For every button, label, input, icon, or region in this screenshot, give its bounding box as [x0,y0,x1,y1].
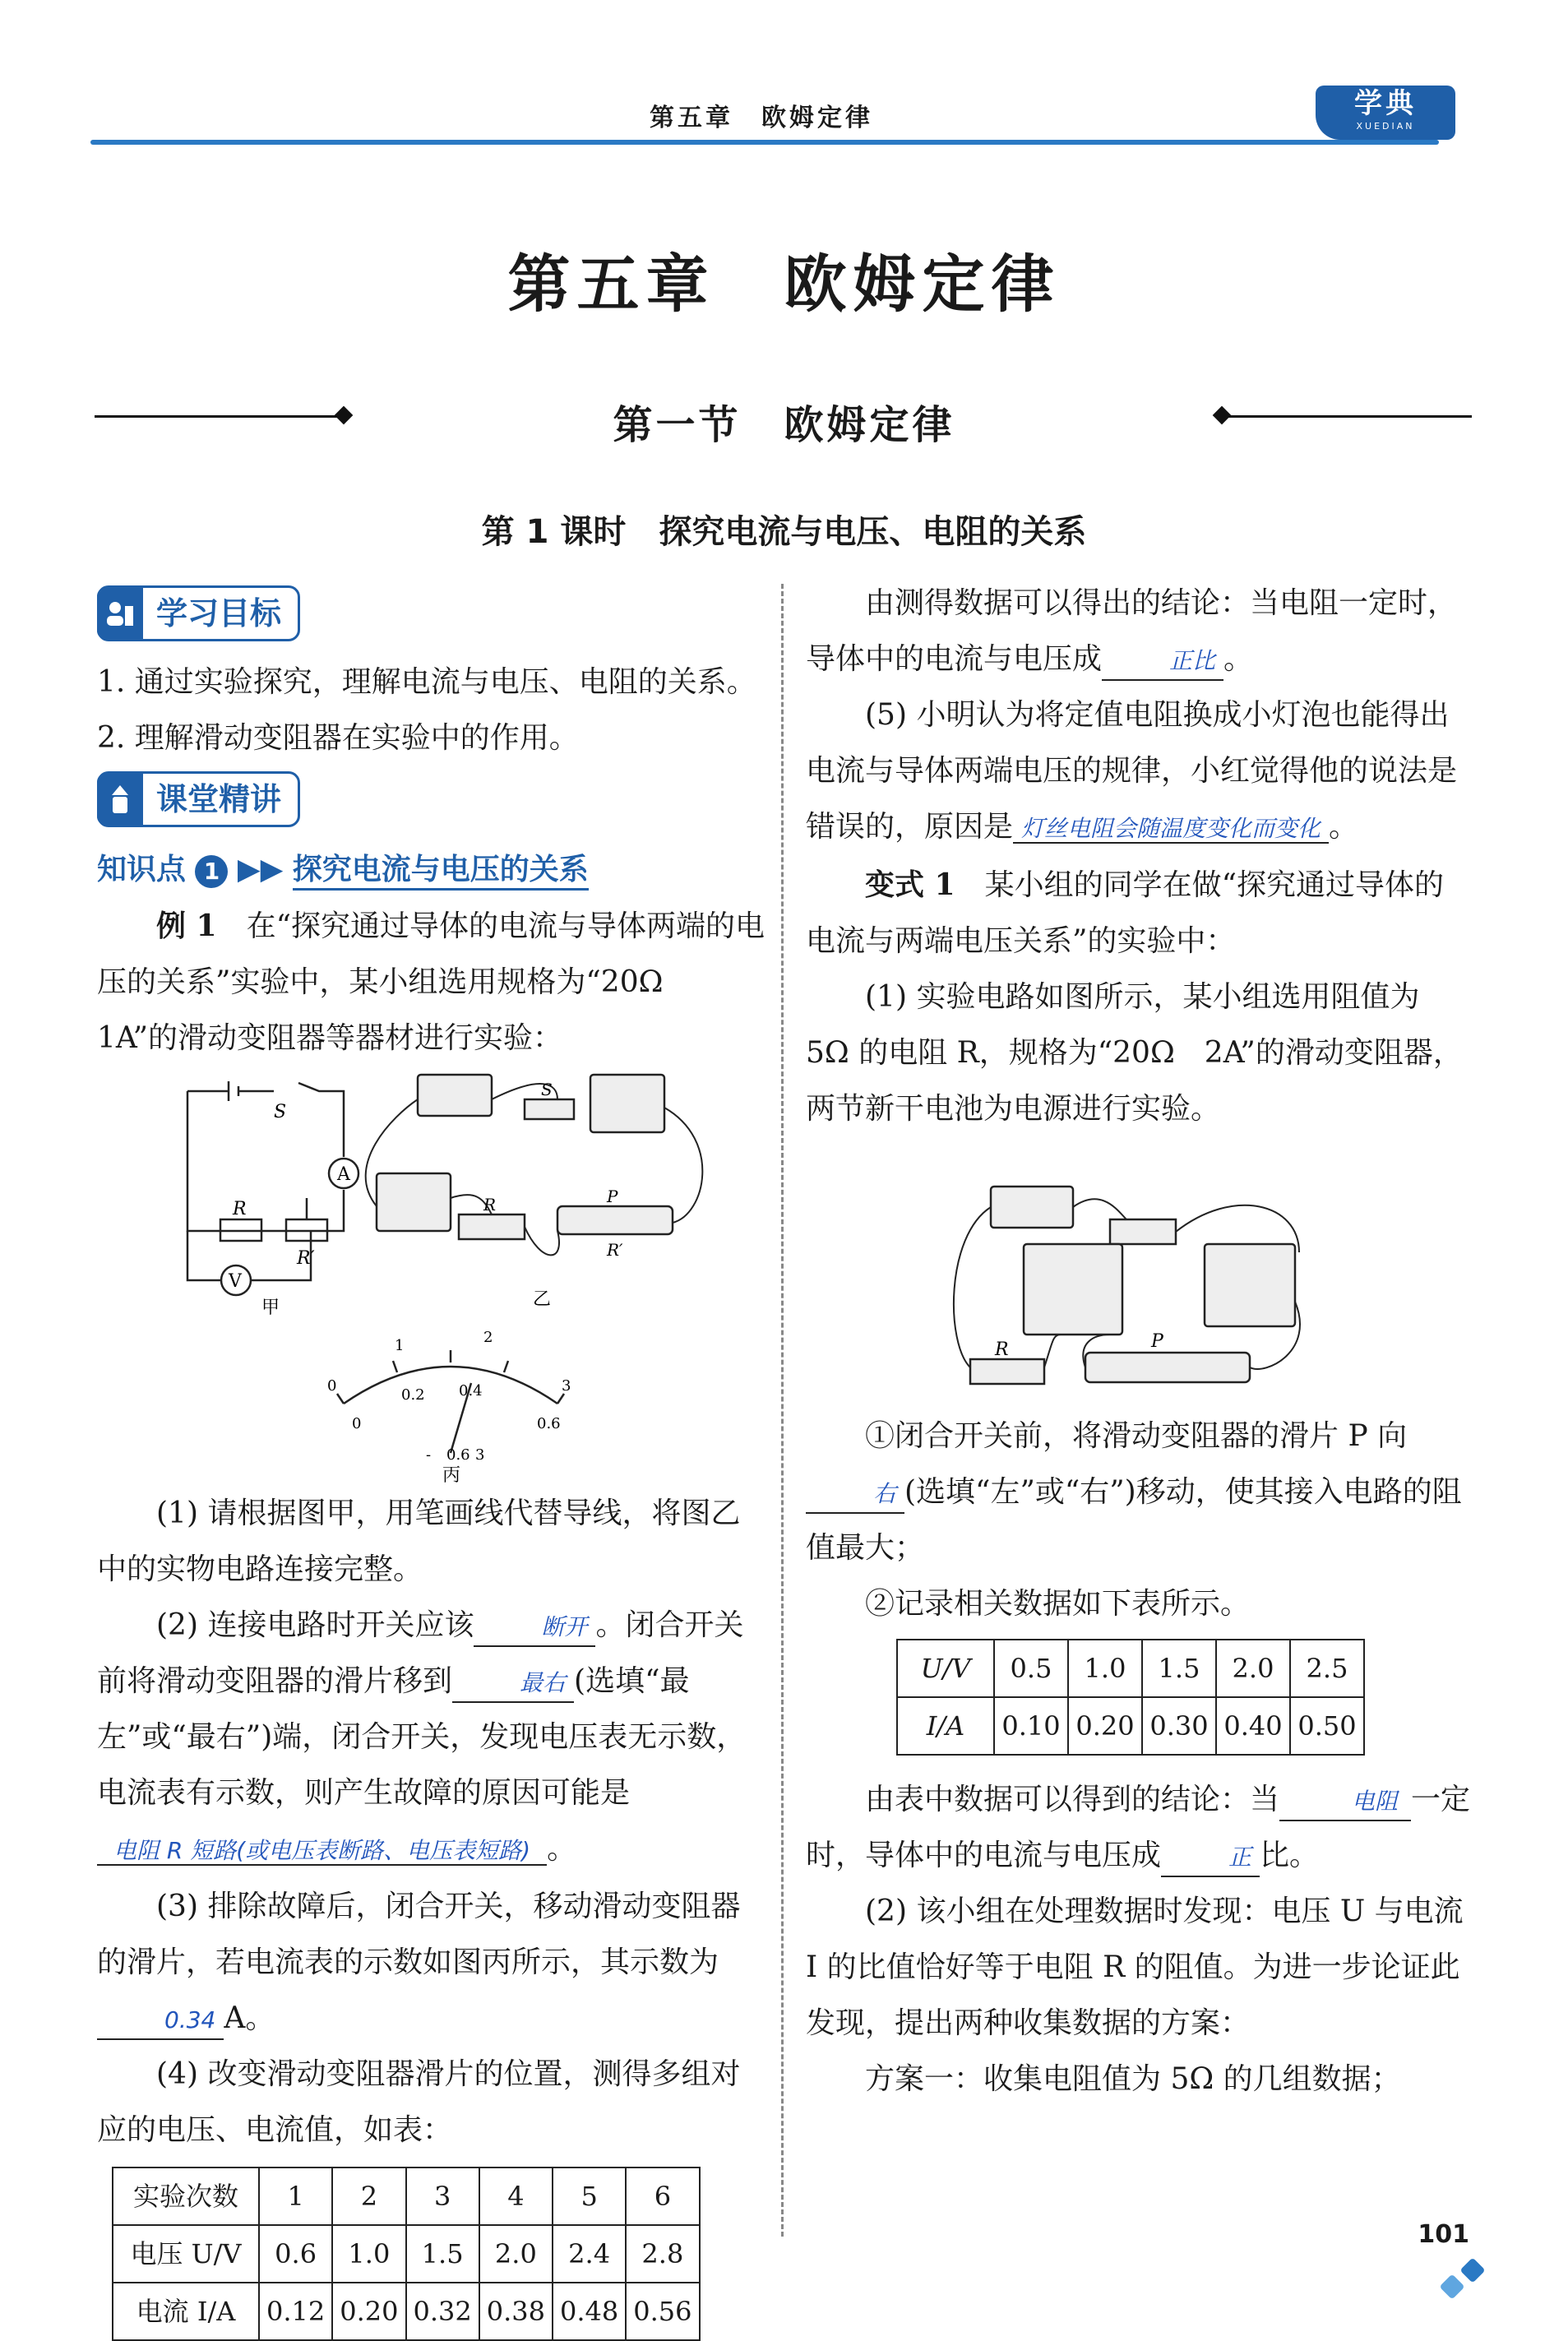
question-1: (1) 请根据图甲，用笔画线代替导线，将图乙中的实物电路连接完整。 [97,1497,741,1586]
answer-q2-2: 最右 [452,1665,574,1703]
kp-number-icon: 1 [195,855,228,888]
running-title: 第五章 欧姆定律 [650,104,873,132]
hexagon-icon [1459,2257,1485,2283]
label-Rp: R′ [297,1248,315,1269]
answer-v1-1: 右 [806,1476,904,1514]
page-number: 101 [1418,2220,1469,2249]
table-row: I/A 0.10 0.20 0.30 0.40 0.50 [897,1697,1364,1755]
hexagon-icon [1439,2274,1464,2299]
question-2: (2) 连接电路时开关应该 断开 。闭合开关前将滑动变阻器的滑片移到 最右 (选填“最左”或“最右”)端，闭合开关，发现电压表无示数，电流表有示数，则产生故障的原因可能是 电阻 R 短路(或电压表断路、电压表短路) 。 [97,1608,747,1866]
table-row: 电压 U/V 0.6 1.0 1.5 2.0 2.4 2.8 [113,2225,700,2283]
table-row: 电流 I/A 0.12 0.20 0.32 0.38 0.48 0.56 [113,2283,700,2340]
brand-sub: XUEDIAN [1356,121,1415,132]
answer-c2-2: 正 [1161,1839,1260,1877]
example-1 [97,898,765,1066]
variant-q1-2: ②记录相关数据如下表所示。 [865,1587,1251,1621]
label-R2: R [483,1195,497,1214]
right-column [806,576,1472,2107]
meter-bottom-1: 0.2 [401,1386,425,1404]
meter-bottom-0: 0 [352,1415,362,1432]
meter-bottom-3: 0.6 [537,1415,561,1432]
question-3: (3) 排除故障后，闭合开关，移动滑动变阻器的滑片，若电流表的示数如图丙所示，其示数为0.34 A。 [97,1879,765,2047]
question-4: (4) 改变滑动变阻器滑片的位置，测得多组对应的电压、电流值，如表： [97,2057,741,2147]
example-label: 例 1 [156,909,217,943]
lecture-badge-label: 课堂精讲 [156,781,282,817]
kp-label: 知识点 [97,853,187,886]
variant-label: 变式 1 [865,867,955,902]
answer-c1: 正比 [1102,643,1223,681]
label-S: S [274,1102,287,1122]
question-5: (5) 小明认为将定值电阻换成小灯泡也能得出电流与导体两端电压的规律，小红觉得他的说法是错误的，原因是 灯丝电阻会随温度变化而变化 。 [806,698,1458,844]
meter-top-3: 3 [562,1377,571,1395]
table-row: 实验次数 1 2 3 4 5 6 [113,2168,700,2225]
variant-q1-1: ①闭合开关前，将滑动变阻器的滑片 P 向 右 (选填“左”或“右”)移动，使其接入电路的阻值最大； [806,1419,1462,1565]
person-icon [97,774,143,825]
label-P3: P [1151,1331,1163,1352]
label-V: V [229,1271,242,1292]
header-rule [90,140,1439,145]
meter-top-2: 2 [483,1329,493,1346]
meter-top-0: 0 [327,1377,337,1395]
brand-name: 学典 [1354,87,1417,120]
variant-circuit-diagram [806,1137,1472,1409]
student-icon [97,588,143,639]
label-yi: 乙 [533,1289,552,1310]
brand-logo [1316,86,1455,140]
circuit-diagram [97,1066,765,1486]
data-table-left [112,2167,701,2341]
goal-badge [97,585,300,641]
conclusion-2: 由表中数据可以得到的结论：当 电阻 一定时，导体中的电流与电压成 正 比。 [806,1772,1472,1884]
lecture-badge [97,771,300,827]
label-S2: S [541,1080,553,1099]
figure-circuit [97,1066,765,1486]
knowledge-point-line [97,842,765,898]
meter-terminal-1: 0.6 [446,1446,470,1464]
left-column [97,585,765,2341]
label-A: A [337,1164,350,1185]
variant-1: 变式 1 某小组的同学在做“探究通过导体的电流与两端电压关系”的实验中： [806,867,1445,958]
section-title: 第一节 欧姆定律 [613,402,955,448]
goal-badge-label: 学习目标 [156,595,282,632]
label-jia: 甲 [261,1298,280,1318]
answer-q2-1: 断开 [474,1609,595,1647]
variant-q1: (1) 实验电路如图所示，某小组选用阻值为 5Ω 的电阻 R，规格为“20Ω 2A”的滑动变阻器，两节新干电池为电源进行实验。 [806,980,1463,1126]
answer-q5: 灯丝电阻会随温度变化而变化 [1013,815,1329,844]
data-table-right [896,1639,1365,1756]
figure-variant-circuit [806,1137,1472,1409]
label-P: P [607,1187,618,1206]
answer-c2-1: 电阻 [1279,1784,1411,1821]
label-bing: 丙 [442,1465,461,1486]
lesson-title: 第 1 课时 探究电流与电压、电阻的关系 [481,513,1087,551]
answer-q3: 0.34 [97,2002,224,2040]
meter-top-1: 1 [395,1337,405,1354]
goal-2: 2. 理解滑动变阻器在实验中的作用。 [97,721,579,755]
label-R3: R [995,1339,1009,1360]
meter-bottom-2: 0.4 [459,1382,483,1400]
double-arrow-icon: ▶▶ [237,853,284,886]
answer-q2-3: 电阻 R 短路(或电压表断路、电压表短路) [97,1837,547,1866]
label-Rp2: R′ [607,1240,623,1260]
goal-1: 1. 通过实验探究，理解电流与电压、电阻的关系。 [97,665,756,699]
kp-title: 探究电流与电压的关系 [293,853,589,891]
chapter-title: 第五章 欧姆定律 [507,248,1061,321]
section-rule-right [1225,415,1472,418]
variant-q2: (2) 该小组在处理数据时发现：电压 U 与电流 I 的比值恰好等于电阻 R 的阻值。为进一步论证此发现，提出两种收集数据的方案： [806,1895,1464,2040]
table-row: U/V 0.5 1.0 1.5 2.0 2.5 [897,1640,1364,1697]
meter-terminal-2: 3 [475,1446,485,1464]
example-text: 在“探究通过导体的电流与导体两端的电压的关系”实验中，某小组选用规格为“20Ω 1A”的滑动变阻器等器材进行实验： [97,909,765,1055]
meter-terminal-0: - [426,1446,432,1464]
label-R: R [233,1199,247,1219]
column-divider [781,584,784,2237]
plan-1: 方案一：收集电阻值为 5Ω 的几组数据； [865,2062,1401,2096]
conclusion-1: 由测得数据可以得出的结论：当电阻一定时，导体中的电流与电压成 正比 。 [806,576,1472,687]
